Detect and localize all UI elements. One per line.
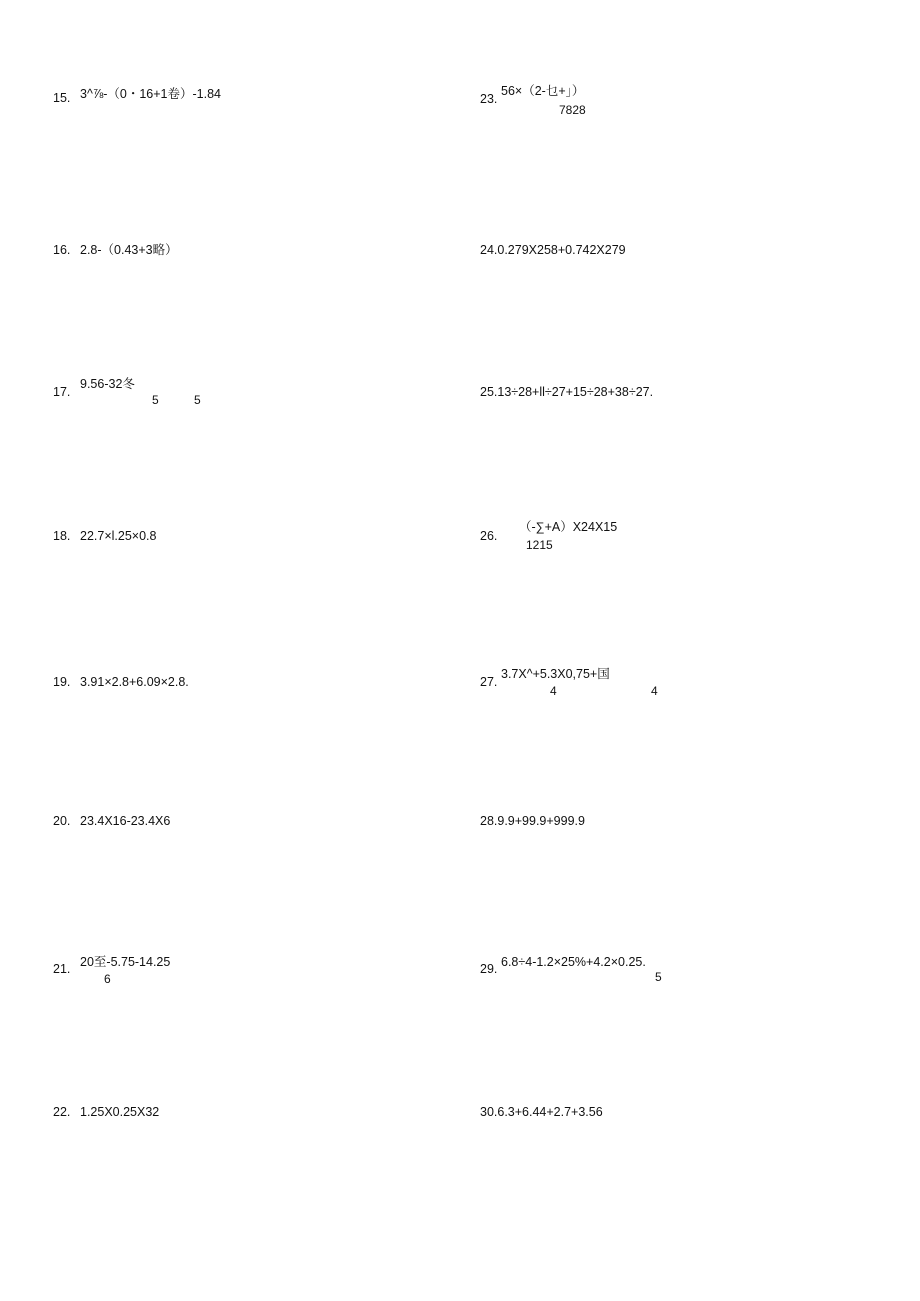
problem-17-number: 17. bbox=[53, 385, 71, 399]
problem-18-number: 18. bbox=[53, 529, 71, 543]
problem-21-number: 21. bbox=[53, 962, 71, 976]
problem-27-expression: 3.7X^+5.3X0,75+国 bbox=[501, 667, 610, 681]
problem-22-expression: 1.25X0.25X32 bbox=[80, 1105, 160, 1119]
problem-18-expression: 22.7×l.25×0.8 bbox=[80, 529, 157, 543]
problem-15-expression: 3^⅞-（0・16+1卷）-1.84 bbox=[80, 87, 222, 101]
problem-29-expression: 6.8÷4-1.2×25%+4.2×0.25. bbox=[501, 955, 646, 969]
problem-30-expression: 30.6.3+6.44+2.7+3.56 bbox=[480, 1105, 603, 1119]
problem-15-number: 15. bbox=[53, 91, 71, 105]
problem-19-number: 19. bbox=[53, 675, 71, 689]
problem-28-expression: 28.9.9+99.9+999.9 bbox=[480, 814, 585, 828]
problem-16-expression: 2.8-（0.43+3略） bbox=[80, 243, 178, 257]
problem-22-number: 22. bbox=[53, 1105, 71, 1119]
problem-21-denominator: 6 bbox=[104, 972, 111, 986]
problem-29-denominator: 5 bbox=[655, 970, 662, 984]
problem-23-denominators: 7828 bbox=[559, 103, 586, 117]
problem-26-expression: （-∑+A）X24X15 bbox=[519, 520, 618, 534]
problem-17-denominator-a: 5 bbox=[152, 393, 159, 407]
problem-27-denominator-a: 4 bbox=[550, 684, 557, 698]
problem-17-denominator-b: 5 bbox=[194, 393, 201, 407]
problem-24-expression: 24.0.279X258+0.742X279 bbox=[480, 243, 626, 257]
problem-21-expression: 20至-5.75-14.25 bbox=[80, 955, 171, 969]
problem-25-expression: 25.13÷28+ll÷27+15÷28+38÷27. bbox=[480, 385, 654, 399]
problem-27-number: 27. bbox=[480, 675, 498, 689]
problem-23-number: 23. bbox=[480, 92, 498, 106]
problem-16-number: 16. bbox=[53, 243, 71, 257]
problem-26-number: 26. bbox=[480, 529, 498, 543]
problem-27-denominator-b: 4 bbox=[651, 684, 658, 698]
problem-26-denominators: 1215 bbox=[526, 538, 553, 552]
problem-17-expression: 9.56-32冬 bbox=[80, 377, 135, 391]
problem-20-expression: 23.4X16-23.4X6 bbox=[80, 814, 171, 828]
problem-23-expression: 56×（2-乜+」） bbox=[501, 84, 585, 98]
problem-29-number: 29. bbox=[480, 962, 498, 976]
problem-19-expression: 3.91×2.8+6.09×2.8. bbox=[80, 675, 189, 689]
problem-20-number: 20. bbox=[53, 814, 71, 828]
